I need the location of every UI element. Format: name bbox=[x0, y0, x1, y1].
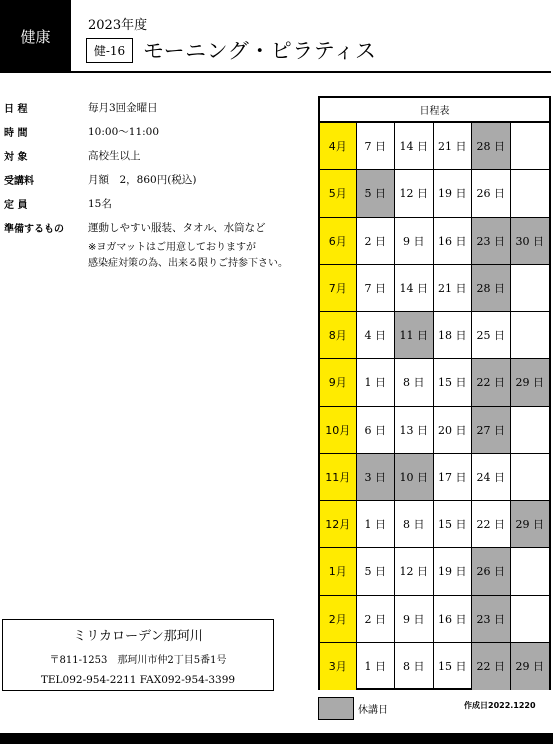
legend-swatch bbox=[318, 697, 354, 720]
day-cell: 8 日 bbox=[395, 643, 434, 690]
footer-bar bbox=[0, 733, 553, 744]
legend-label: 休講日 bbox=[358, 705, 388, 716]
note-line: ※ヨガマットはご用意しておりますが bbox=[88, 242, 256, 253]
info-label: 対 象 bbox=[4, 152, 28, 163]
day-cell: 16 日 bbox=[434, 596, 473, 643]
day-cell: 19 日 bbox=[434, 548, 473, 595]
schedule-row bbox=[320, 170, 549, 217]
schedule-row bbox=[320, 265, 549, 312]
day-cell: 15 日 bbox=[434, 359, 473, 406]
schedule-row bbox=[320, 218, 549, 265]
schedule-heading: 日程表 bbox=[320, 98, 549, 123]
venue-name: ミリカローデン那珂川 bbox=[73, 629, 203, 644]
day-cell-off: 23 日 bbox=[472, 218, 511, 265]
day-cell bbox=[511, 407, 549, 454]
course-info bbox=[4, 100, 288, 272]
info-row-items bbox=[4, 220, 288, 240]
created-date: 作成日2022.1220 bbox=[464, 701, 536, 710]
day-cell: 12 日 bbox=[395, 170, 434, 217]
month-cell: 8月 bbox=[320, 312, 357, 359]
course-title: モーニング・ピラティス bbox=[143, 39, 377, 63]
info-row-fee bbox=[4, 172, 288, 196]
day-cell: 15 日 bbox=[434, 643, 473, 690]
day-cell bbox=[511, 265, 549, 312]
day-cell bbox=[511, 170, 549, 217]
day-cell: 9 日 bbox=[395, 218, 434, 265]
day-cell: 20 日 bbox=[434, 407, 473, 454]
day-cell: 21 日 bbox=[434, 265, 473, 312]
header-rule bbox=[71, 71, 551, 73]
info-label: 定 員 bbox=[4, 200, 28, 211]
month-cell: 5月 bbox=[320, 170, 357, 217]
info-value: 毎月3回金曜日 bbox=[88, 102, 158, 114]
day-cell-off: 29 日 bbox=[511, 643, 549, 690]
day-cell: 24 日 bbox=[472, 454, 511, 501]
category-badge: 健康 bbox=[0, 0, 71, 73]
day-cell-off: 10 日 bbox=[395, 454, 434, 501]
schedule-table bbox=[318, 96, 551, 690]
day-cell: 2 日 bbox=[357, 218, 396, 265]
month-cell: 12月 bbox=[320, 501, 357, 548]
schedule-row bbox=[320, 548, 549, 595]
day-cell: 8 日 bbox=[395, 359, 434, 406]
schedule-row bbox=[320, 407, 549, 454]
month-cell: 10月 bbox=[320, 407, 357, 454]
month-cell: 6月 bbox=[320, 218, 357, 265]
info-label: 準備するもの bbox=[4, 224, 64, 235]
day-cell bbox=[511, 454, 549, 501]
venue-postal-address: 〒811-1253 那珂川市仲2丁目5番1号 bbox=[49, 655, 227, 666]
day-cell-off: 28 日 bbox=[472, 123, 511, 170]
day-cell: 21 日 bbox=[434, 123, 473, 170]
info-value: 高校生以上 bbox=[88, 150, 141, 162]
day-cell-off: 29 日 bbox=[511, 359, 549, 406]
day-cell-off: 29 日 bbox=[511, 501, 549, 548]
fiscal-year: 2023年度 bbox=[88, 18, 148, 33]
day-cell: 7 日 bbox=[357, 123, 396, 170]
day-cell-off: 22 日 bbox=[472, 643, 511, 690]
info-value: 運動しやすい服装、タオル、水筒など bbox=[88, 222, 266, 234]
day-cell-off: 3 日 bbox=[357, 454, 396, 501]
day-cell-off: 22 日 bbox=[472, 359, 511, 406]
day-cell: 17 日 bbox=[434, 454, 473, 501]
day-cell: 12 日 bbox=[395, 548, 434, 595]
month-cell: 3月 bbox=[320, 643, 357, 690]
day-cell-off: 11 日 bbox=[395, 312, 434, 359]
schedule-row bbox=[320, 501, 549, 548]
schedule-row bbox=[320, 123, 549, 170]
info-value: 月額 2，860円(税込) bbox=[88, 174, 197, 186]
day-cell-off: 27 日 bbox=[472, 407, 511, 454]
venue-address bbox=[2, 619, 274, 691]
info-row-time bbox=[4, 124, 288, 148]
day-cell: 1 日 bbox=[357, 359, 396, 406]
month-cell: 11月 bbox=[320, 454, 357, 501]
info-row-capacity bbox=[4, 196, 288, 220]
day-cell: 26 日 bbox=[472, 170, 511, 217]
day-cell bbox=[511, 312, 549, 359]
day-cell: 13 日 bbox=[395, 407, 434, 454]
day-cell: 8 日 bbox=[395, 501, 434, 548]
day-cell-off: 23 日 bbox=[472, 596, 511, 643]
day-cell-off: 30 日 bbox=[511, 218, 549, 265]
day-cell-off: 26 日 bbox=[472, 548, 511, 595]
month-cell: 1月 bbox=[320, 548, 357, 595]
day-cell: 18 日 bbox=[434, 312, 473, 359]
day-cell bbox=[511, 596, 549, 643]
day-cell: 4 日 bbox=[357, 312, 396, 359]
day-cell: 19 日 bbox=[434, 170, 473, 217]
info-label: 受講料 bbox=[4, 176, 34, 187]
schedule-row bbox=[320, 312, 549, 359]
day-cell: 25 日 bbox=[472, 312, 511, 359]
day-cell: 16 日 bbox=[434, 218, 473, 265]
day-cell: 6 日 bbox=[357, 407, 396, 454]
day-cell-off: 5 日 bbox=[357, 170, 396, 217]
day-cell: 2 日 bbox=[357, 596, 396, 643]
month-cell: 9月 bbox=[320, 359, 357, 406]
info-row-target bbox=[4, 148, 288, 172]
day-cell-off: 28 日 bbox=[472, 265, 511, 312]
schedule-row bbox=[320, 359, 549, 406]
venue-contact: TEL092-954-2211 FAX092-954-3399 bbox=[40, 674, 236, 686]
course-code: 健-16 bbox=[86, 38, 133, 63]
schedule-body bbox=[320, 123, 549, 690]
info-label: 日 程 bbox=[4, 104, 28, 115]
day-cell: 1 日 bbox=[357, 643, 396, 690]
day-cell: 14 日 bbox=[395, 123, 434, 170]
note-line: 感染症対策の為、出来る限りご持参下さい。 bbox=[88, 258, 288, 269]
day-cell: 1 日 bbox=[357, 501, 396, 548]
info-value: 15名 bbox=[88, 198, 112, 210]
day-cell: 15 日 bbox=[434, 501, 473, 548]
day-cell: 7 日 bbox=[357, 265, 396, 312]
info-row-schedule bbox=[4, 100, 288, 124]
day-cell bbox=[511, 548, 549, 595]
day-cell: 9 日 bbox=[395, 596, 434, 643]
day-cell: 22 日 bbox=[472, 501, 511, 548]
info-value: 10:00～11:00 bbox=[88, 126, 160, 138]
info-label: 時 間 bbox=[4, 128, 28, 139]
day-cell: 14 日 bbox=[395, 265, 434, 312]
schedule-row bbox=[320, 643, 549, 690]
legend bbox=[318, 697, 388, 720]
month-cell: 4月 bbox=[320, 123, 357, 170]
day-cell: 5 日 bbox=[357, 548, 396, 595]
schedule-row bbox=[320, 454, 549, 501]
month-cell: 7月 bbox=[320, 265, 357, 312]
schedule-row bbox=[320, 596, 549, 643]
day-cell bbox=[511, 123, 549, 170]
month-cell: 2月 bbox=[320, 596, 357, 643]
